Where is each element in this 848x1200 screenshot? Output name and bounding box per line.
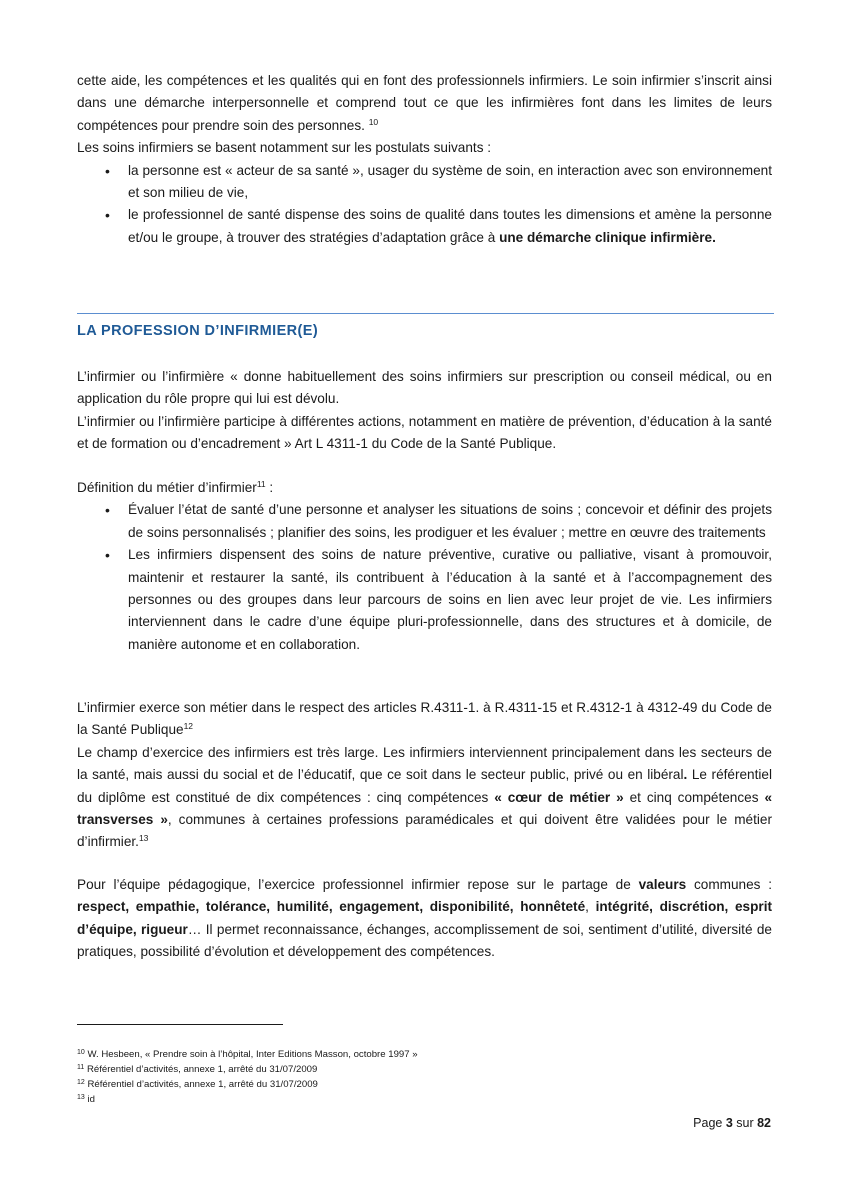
- metier-definition-block: [77, 477, 772, 656]
- footnote: $^{11}$ Référentiel d’activités, annexe 1, arrêté du 31/07/2009: [77, 1064, 318, 1075]
- list-item: • la personne est « acteur de sa santé », usager du système de soin, en interaction avec son environnement et son milieu de vie,: [77, 160, 772, 205]
- list-item: • Les infirmiers dispensent des soins de nature préventive, curative ou palliative, visant à promouvoir, maintenir et restaurer la santé, ils contribuent à l’éducation à la santé et à l’accompagnement des personnes ou des groupes dans leur parcours de soins en lien avec leur projet de vie. Les infirmiers interviennent dans le cadre d’une équipe pluri-professionnelle, dans des structures et à domicile, de manière autonome et en collaboration.: [77, 544, 772, 656]
- footnote: $^{13}$ id: [77, 1094, 95, 1105]
- exercise-block: [77, 697, 772, 854]
- paragraph: L’infirmier ou l’infirmière participe à différentes actions, notamment en matière de prévention, d’éducation à la santé et de formation ou d’encadrement » Art L 4311-1 du Code de la Santé Publique.: [77, 413, 772, 452]
- heading-rule: [77, 313, 774, 314]
- footnote-separator: [77, 1024, 283, 1025]
- list-item: • le professionnel de santé dispense des soins de qualité dans toutes les dimensions et amène la personne et/ou le groupe, à trouver des stratégies d’adaptation grâce à une démarche clinique infirmière.: [77, 204, 772, 249]
- footnote-ref-12[interactable]: 12: [183, 721, 194, 732]
- values-block: [77, 874, 772, 964]
- paragraph: L’infirmier exerce son métier dans le respect des articles R.4311-1. à R.4311-15 et R.4312-1 à 4312-49 du Code de la Santé Publique$^{12}$: [77, 700, 772, 738]
- bold-phrase: valeurs: [638, 877, 687, 892]
- definition-list: [77, 499, 772, 656]
- postulats-intro: Les soins infirmiers se basent notamment sur les postulats suivants :: [77, 140, 492, 156]
- section-title: LA PROFESSION D’INFIRMIER(E): [77, 323, 319, 339]
- definition-label: Définition du métier d’infirmier$^{11}$ :: [77, 479, 274, 495]
- postulats-list: [77, 160, 772, 250]
- bold-phrase: une démarche clinique infirmière.: [499, 229, 716, 245]
- intro-paragraph: [77, 70, 772, 137]
- list-item: • Évaluer l’état de santé d’une personne et analyser les situations de soins ; concevoir et définir des projets de soins personnalisés ; planifier des soins, les prodiguer et les évaluer ; mettre en œuvre des traitements: [77, 499, 772, 544]
- footnote-ref-11[interactable]: 11: [256, 479, 266, 489]
- bold-phrase: respect, empathie, tolérance, humilité, engagement, disponibilité, honnêteté: [77, 899, 586, 915]
- footnote: $^{10}$ W. Hesbeen, « Prendre soin à l’hôpital, Inter Editions Masson, octobre 1997 »: [77, 1049, 418, 1060]
- page-number: Page 3 sur 82: [693, 1116, 771, 1130]
- paragraph: L’infirmier ou l’infirmière « donne habituellement des soins infirmiers sur prescription ou conseil médical, ou en application du rôle propre qui lui est dévolu.: [77, 369, 772, 407]
- bold-phrase: « transverses »: [77, 789, 772, 828]
- total-pages: 82: [757, 1116, 771, 1130]
- footnote-ref-10[interactable]: 10: [368, 116, 379, 127]
- section-heading-block: [77, 313, 774, 342]
- definition-legal-block: [77, 366, 772, 456]
- paragraph: Pour l’équipe pédagogique, l’exercice professionnel infirmier repose sur le partage de valeurs communes : respect, empathie, tolérance, humilité, engagement, disponibilité, honnêteté, intégrité, discrétion, esprit d’équipe, rigueur… Il permet reconnaissance, échanges, accomplissement de soi, sentiment d’utilité, diversité de pratiques, possibilité d’évolution et développement des compétences.: [77, 877, 773, 960]
- intro-block: [77, 70, 772, 249]
- current-page: 3: [725, 1116, 733, 1130]
- paragraph: Le champ d’exercice des infirmiers est très large. Les infirmiers interviennent principalement dans les secteurs de la santé, mais aussi du social et de l’éducatif, que ce soit dans le secteur public, privé ou en libéral. Le référentiel du diplôme est constitué de dix compétences : cinq compétences « cœur de métier » et cinq compétences « transverses », communes à certaines professions paramédicales et qui doivent être validées pour le métier d’infirmier.$^{13}$: [77, 744, 772, 850]
- footnotes: [77, 1047, 772, 1107]
- footnote-ref-13[interactable]: 13: [138, 833, 149, 844]
- intro-text: cette aide, les compétences et les qualités qui en font des professionnels infirmiers. Le soin infirmier s’inscrit ainsi dans une démarche interpersonnelle et comprend tout ce que les infirmières font dans les limites de leurs compétences pour prendre soin des personnes.: [77, 73, 772, 133]
- footnote: $^{12}$ Référentiel d’activités, annexe 1, arrêté du 31/07/2009: [77, 1079, 318, 1090]
- bold-phrase: « cœur de métier »: [494, 789, 624, 805]
- bold-phrase: intégrité, discrétion, esprit d’équipe, rigueur: [77, 899, 772, 937]
